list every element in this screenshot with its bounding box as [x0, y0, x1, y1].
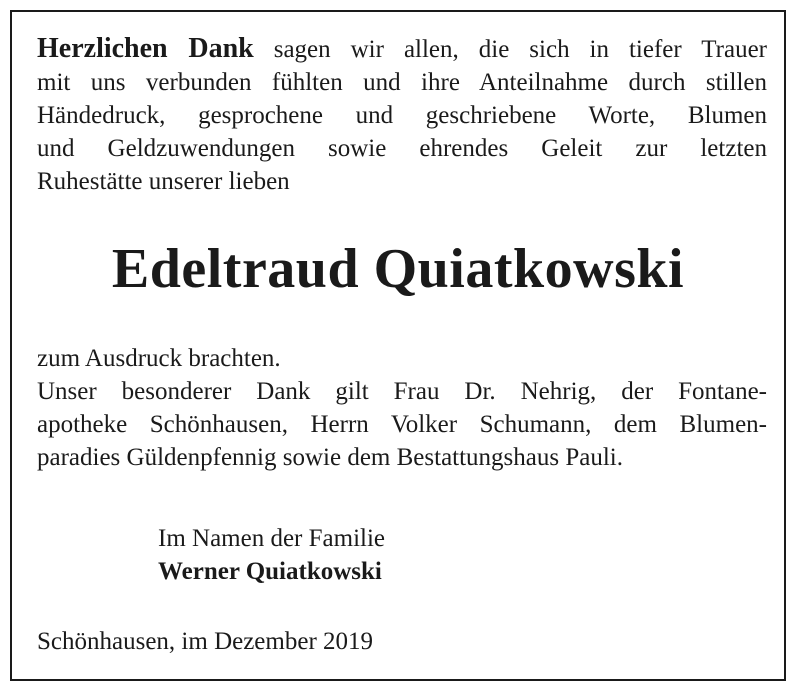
body-line-3: apotheke Schönhausen, Herrn Volker Schumann, dem Blumen- [37, 411, 767, 438]
body-line-2: Unser besonderer Dank gilt Frau Dr. Nehrig, der Fontane- [37, 378, 767, 405]
place-date: Schönhausen, im Dezember 2019 [37, 628, 374, 655]
intro-line-4: und Geldzuwendungen sowie ehrendes Geleit zur letzten [37, 135, 767, 162]
thanks-intro [37, 32, 767, 198]
signature-block [158, 522, 385, 588]
signer-name: Werner Quiatkowski [158, 558, 382, 585]
body-line-4: paradies Güldenpfennig sowie dem Bestattungshaus Pauli. [37, 444, 623, 471]
deceased-name: Edeltraud Quiatkowski [111, 238, 685, 300]
intro-line-5: Ruhestätte unserer lieben [37, 168, 290, 195]
intro-line-1 [37, 32, 767, 66]
thanks-lead: Herzlichen Dank [37, 33, 254, 64]
intro-line-1-rest: sagen wir allen, die sich in tiefer Trauer [253, 36, 767, 63]
intro-line-3: Händedruck, gesprochene und geschriebene Worte, Blumen [37, 102, 767, 129]
signature-label: Im Namen der Familie [158, 525, 386, 552]
body-line-1: zum Ausdruck brachten. [37, 345, 281, 372]
thanks-body [37, 342, 767, 474]
obituary-notice [10, 10, 786, 681]
intro-line-2: mit uns verbunden fühlten und ihre Anteilnahme durch stillen [37, 69, 767, 96]
